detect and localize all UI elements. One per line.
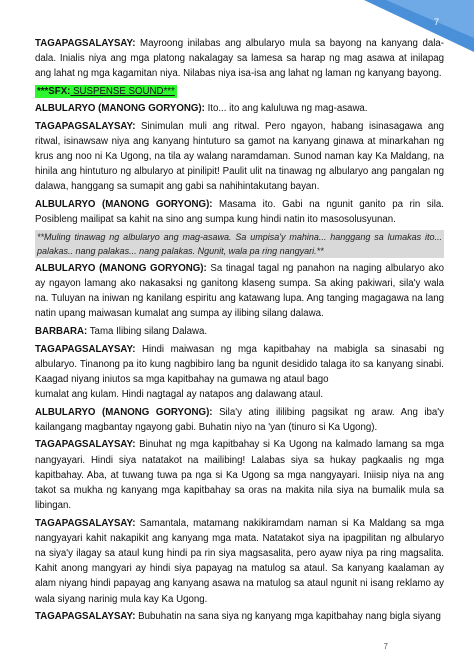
stage-direction: **Muling tinawag ng albularyo ang mag-asawa. Sa umpisa'y mahina... hanggang sa lumakas ito... palakas.. nang palakas... nang palakas. Ngunit, wala pa ring nangyari.** — [37, 231, 442, 256]
paragraph — [35, 405, 444, 435]
page-number-bottom: 7 — [383, 642, 388, 651]
paragraph — [35, 516, 444, 607]
dialogue-text: Bubuhatin na sana siya ng kanyang mga kapitbahay nang bigla siyang — [135, 611, 441, 623]
dialogue-text: Hindi maiwasan ng mga kapitbahay na mabigla sa sinasabi ng albularyo. Tinanong pa ito kung nagbibiro lang ba ngunit desidido talaga ito sa kanyang sinabi. Kaagad niyang iniutos sa mga kapitbahay na gumawa ng ataul bago — [35, 343, 444, 385]
speaker-label: TAGAPAGSALAYSAY: — [35, 38, 136, 49]
speaker-label: TAGAPAGSALAYSAY: — [35, 120, 136, 132]
paragraph — [35, 36, 444, 81]
speaker-label: ALBULARYO (MANONG GORYONG): — [35, 198, 213, 210]
dialogue-text: Samantala, matamang nakikiramdam naman si Ka Maldang sa mga nangyayari kahit nakapikit ang kanyang mga mata. Natatakot siya na ipagpilitan ng albularyo na siya'y ilagay sa ataul kung hindi pa rin siya magsasalita, pero ayaw niya pa ring magsalita. Kahit anong mangyari ay hindi siya papayag na matulog sa ataul. Sa kanyang kaalaman ay alam niyang hindi papayag ang kanyang asawa na matulog sa ataul ngunit ni isang reklamo ay wala siyang narinig mula kay Ka Ugong. — [35, 517, 444, 605]
paragraph — [35, 101, 444, 116]
speaker-label: TAGAPAGSALAYSAY: — [35, 439, 136, 451]
sfx-cue — [35, 85, 177, 98]
dialogue-text: Sila'y ating ililibing pagsikat ng araw. Ang iba'y kailangang magbantay ngayong gabi. Buhatin niyo na 'yan (tinuro si Ka Ugong). — [35, 406, 444, 433]
speaker-label: ALBULARYO (MANONG GORYONG): — [35, 102, 205, 114]
sfx-prefix: ***SFX: — [37, 85, 71, 97]
paragraph — [35, 324, 444, 339]
speaker-label: TAGAPAGSALAYSAY: — [35, 517, 136, 529]
paragraph — [35, 261, 444, 322]
paragraph — [35, 609, 444, 624]
speaker-label: TAGAPAGSALAYSAY: — [35, 611, 136, 623]
speaker-label: BARBARA: — [35, 325, 88, 337]
paragraph — [35, 197, 444, 227]
sfx-text: SUSPENSE SOUND*** — [70, 85, 175, 97]
dialogue-text: Sa tinagal tagal ng panahon na naging albularyo ako ay ngayon lamang ako nakasaksi ng ganitong klaseng sumpa. Sa aking pakiwari, sila'y wala na. Tuluyan na iniwan ng kanilang espiritu ang katawang lupa. Ang tanging magagawa na lang natin upang maiwasan kumalat ang sumpa ay ilibing silang dalawa. — [35, 262, 444, 320]
dialogue-text: Tama Ilibing silang Dalawa. — [87, 325, 208, 337]
paragraph-continuation — [35, 387, 444, 402]
paragraph — [35, 437, 444, 513]
dialogue-text: Binuhat ng mga kapitbahay si Ka Ugong na kalmado lamang sa mga nangyayari. Hindi siya natatakot na mailibing! Lalabas siya sa hukay pagkaalis ng mga kapitbahay. Aba, at tuwang tuwa pa nga si Ka Ugong sa mga nangyayari. Iniisip niya na ang takot sa mukha ng kanyang mga kapitbahay sa oras na makita nila siya na bumalik mula sa libingan. — [35, 439, 444, 512]
speaker-label: ALBULARYO (MANONG GORYONG): — [35, 406, 213, 418]
dialogue-text: Sinimulan muli ang ritwal. Pero ngayon, habang isinasagawa ang ritwal, isinawsaw niya ang kanyang hintuturo sa gamot na kanyang ginawa at minarkahan ng krus ang noo ni Ka Ugong, na tila ay walang naramdaman. Sunod naman kay Ka Maldang, na hinila ang hintuturo ng albularyo at pinilipit! Paulit ulit na tinawag ng albularyo ang pangalan ng dalawa, hanggang sa sumapit ang gabi sa nahihintakutang bayan. — [35, 120, 444, 193]
dialogue-text: Masama ito. Gabi na ngunit ganito pa rin sila. Posibleng mailipat sa kahit na sino ang sumpa kung hindi natin ito masosolusyunan. — [35, 198, 444, 226]
dialogue-text: Ito... ito ang kaluluwa ng mag-asawa. — [204, 102, 368, 114]
dialogue-text: Mayroong inilabas ang albularyo mula sa bayong na kanyang dala-dala. Inialis niya ang mga platong nakalagay sa lamesa sa harap ng mag asawa at inilapag ang lahat ng mga kagamitan niya. Nilabas niya isa-isa ang lahat ng laman ng kanyang bayong. — [35, 38, 444, 80]
speaker-label: ALBULARYO (MANONG GORYONG): — [35, 262, 207, 274]
speaker-label: TAGAPAGSALAYSAY: — [35, 343, 136, 355]
document-body — [35, 36, 444, 627]
paragraph — [35, 119, 444, 195]
paragraph — [35, 342, 444, 387]
plain-text: kumalat ang kulam. Hindi nagtagal ay natapos ang dalawang ataul. — [35, 388, 324, 400]
page-number-top: 7 — [433, 17, 439, 27]
